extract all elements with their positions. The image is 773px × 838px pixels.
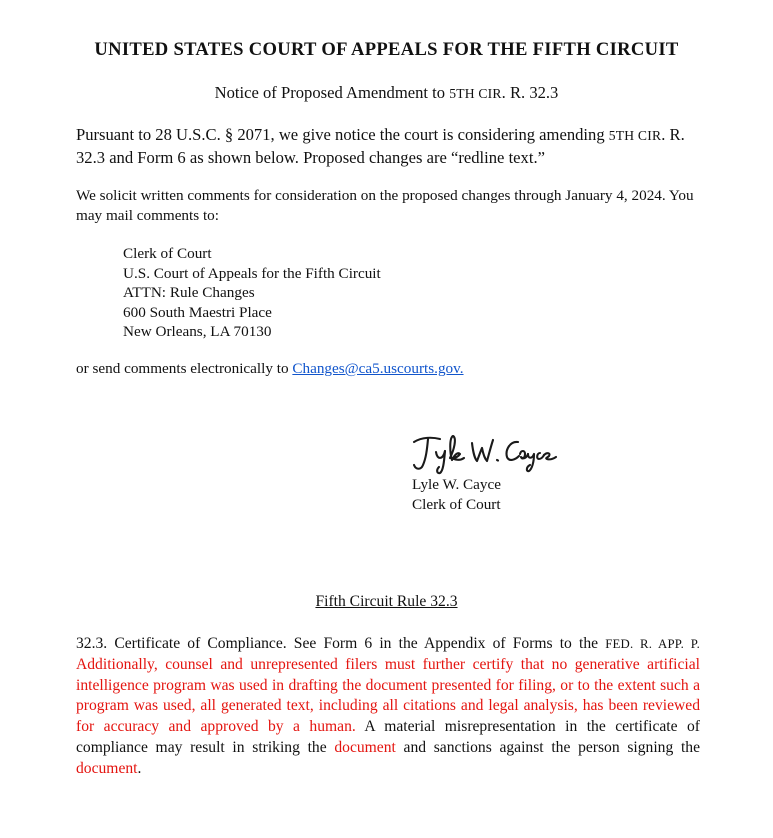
address-line: ATTN: Rule Changes (123, 284, 255, 302)
redline-insertion: Additionally, counsel and unrepresented filers must further certify that no generative artificial intelligence program was used in drafting the document presented for filing, or to the extent such a program was used, all generated text, including all citations and legal analysis, has been reviewed for accuracy and approved by a human. (76, 655, 700, 736)
rule-text (76, 634, 700, 780)
notice-suffix: . R. 32.3 (501, 83, 559, 102)
rule-part-1: 32.3. Certificate of Compliance. See Form 6 in the Appendix of Forms to the (76, 635, 606, 652)
notice-prefix: Notice of Proposed Amendment to (214, 83, 450, 102)
rule-fed-rule-smallcaps: FED. R. APP. P. (605, 637, 700, 651)
redline-word: document (334, 738, 396, 756)
redline-word: document (76, 759, 138, 777)
rule-part-3: and sanctions against the person signing the (395, 738, 700, 756)
address-line: New Orleans, LA 70130 (123, 323, 272, 341)
intro-paragraph (76, 124, 706, 169)
address-line: U.S. Court of Appeals for the Fifth Circuit (123, 264, 381, 282)
rule-title (0, 593, 773, 611)
court-heading: UNITED STATES COURT OF APPEALS FOR THE FIFTH CIRCUIT (94, 39, 679, 60)
intro-before: Pursuant to 28 U.S.C. § 2071, we give notice the court is considering amending (76, 125, 609, 144)
address-line: 600 South Maestri Place (123, 303, 272, 321)
notice-rule-smallcaps: 5TH CIR (449, 86, 502, 101)
mailing-address (123, 244, 381, 342)
signatory-title: Clerk of Court (412, 495, 501, 513)
intro-after: . R. 32.3 and Form 6 as shown below. Proposed changes are “redline text.” (76, 125, 685, 167)
intro-rule-smallcaps: 5TH CIR (608, 128, 662, 143)
signatory-block (412, 475, 501, 514)
solicit-paragraph: We solicit written comments for consideration on the proposed changes through January 4, 2024. You may mail comments to: (76, 187, 694, 224)
address-line: Clerk of Court (123, 245, 212, 262)
handwritten-signature (410, 432, 560, 481)
electronic-prefix: or send comments electronically to (76, 360, 293, 377)
email-link[interactable]: Changes@ca5.uscourts.gov. (292, 360, 464, 377)
rule-part-2: A material misrepresentation in the certificate of compliance may result in striking the (76, 718, 700, 756)
notice-title (0, 83, 773, 103)
electronic-comments-line (76, 360, 464, 378)
rule-title-text: Fifth Circuit Rule 32.3 (315, 593, 458, 610)
signature-graphic (410, 432, 560, 476)
signatory-name: Lyle W. Cayce (412, 476, 501, 493)
rule-part-4: . (137, 759, 142, 777)
